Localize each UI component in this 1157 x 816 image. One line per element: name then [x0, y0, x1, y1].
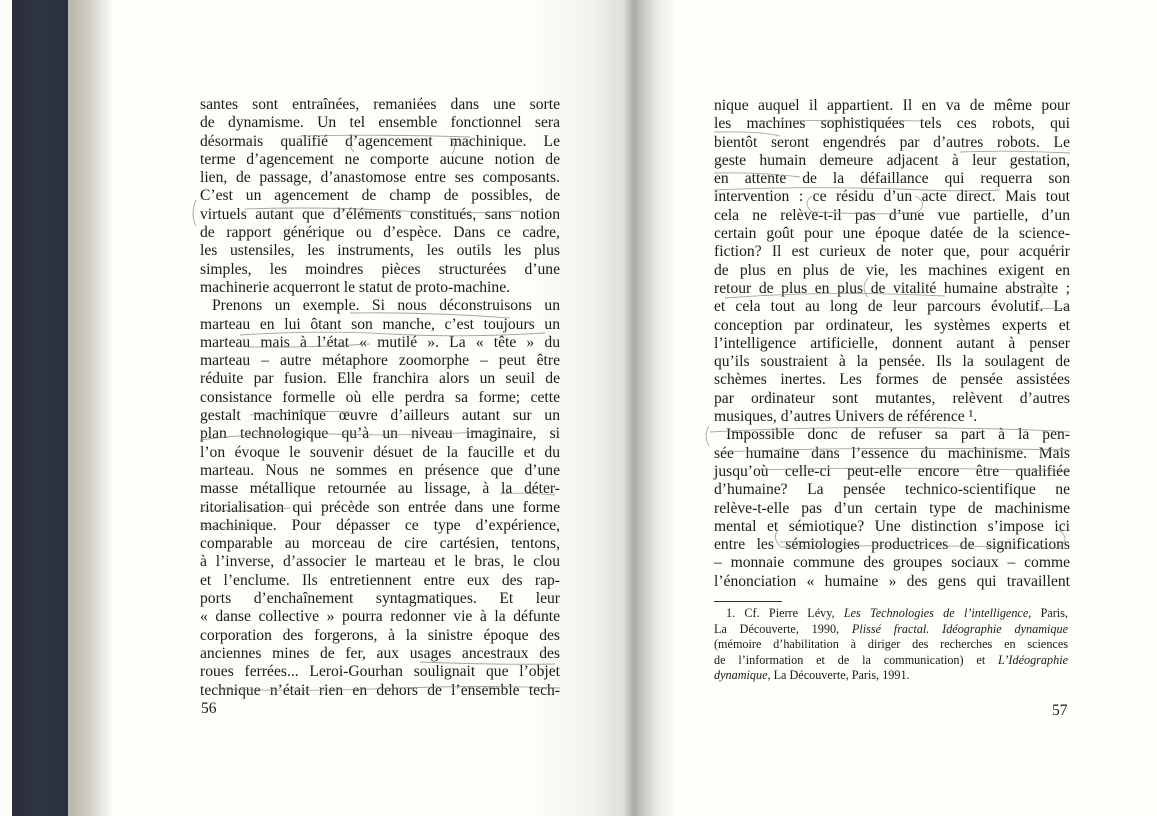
text-line: entre les sémiologies productrices de significations — [714, 536, 1070, 554]
text-line: réduite par fusion. Elle franchira alors un seuil de — [200, 370, 560, 388]
footnote-text: 1. Cf. Pierre Lévy, — [726, 606, 844, 620]
text-line: marteau mais à l’état « mutilé ». La « tête » du — [200, 333, 560, 351]
text-line: schèmes inertes. Les formes de pensée assistées — [714, 371, 1070, 389]
text-line: anciennes mines de fer, aux usages ancestraux des — [200, 644, 560, 662]
text-line: – monnaie commune des groupes sociaux – comme — [714, 554, 1070, 572]
text-line: de rapport générique ou d’espèce. Dans ce cadre, — [200, 224, 560, 242]
footnote-line: (mémoire d’habilitation à diriger des recherches en sciences — [714, 637, 1068, 652]
text-line: les ustensiles, les instruments, les outils les plus — [200, 242, 560, 260]
footnote-title: L’Idéographie — [998, 652, 1068, 667]
text-line: plan technologique qu’à un niveau imaginaire, si — [200, 425, 560, 443]
text-line: de plus en plus de vie, les machines exigent en — [714, 261, 1070, 279]
footnote-text: , La Découverte, Paris, 1991. — [767, 668, 910, 683]
footnote-title: Les Technologies de l’intelligence — [843, 606, 1029, 620]
page-number-right: 57 — [1052, 702, 1068, 719]
text-line: marteau en lui ôtant son manche, c’est toujours un — [200, 315, 560, 333]
book-gutter — [605, 0, 675, 816]
text-line: et l’enclume. Ils entretiennent entre eux des rap- — [200, 571, 560, 589]
footnote-text: La Découverte, 1990, — [714, 621, 852, 636]
text-line: masse métallique retournée au lissage, à la déter- — [200, 480, 560, 498]
footnote-text: de l’information et de la communication) et — [714, 652, 999, 667]
text-line: marteau – autre métaphore zoomorphe – peut être — [200, 352, 560, 370]
text-line: conception par ordinateur, les systèmes experts et — [714, 316, 1070, 334]
text-line: Prenons un exemple. Si nous déconstruisons un — [212, 297, 560, 315]
text-line: technique n’était rien en dehors de l’ensemble tech- — [200, 681, 560, 699]
text-line: désormais qualifié d’agencement machinique. Le — [200, 132, 560, 150]
text-line: machinique. Pour dépasser ce type d’expérience, — [200, 516, 560, 534]
text-line: gestalt machinique œuvre d’ailleurs autant sur un — [200, 407, 560, 425]
text-line: machinerie acquerront le statut de proto-machine. — [200, 278, 511, 296]
text-line: lien, de passage, d’anastomose entre ses composants. — [200, 169, 560, 187]
text-line: par ordinateur sont mutantes, relèvent d’autres — [714, 389, 1070, 407]
left-page-text — [200, 96, 560, 700]
footnote-separator — [714, 601, 782, 602]
text-line: comparable au morceau de cire cartésien, tentons, — [200, 535, 560, 553]
text-line: marteau. Nous ne sommes en présence que d’une — [200, 461, 560, 479]
text-line: ritorialisation qui précède son entrée dans une forme — [200, 498, 560, 516]
footnote-line — [714, 653, 1068, 669]
text-line: à l’inverse, d’associer le marteau et le bras, le clou — [200, 553, 560, 571]
footnote-line — [714, 606, 1068, 622]
footnote — [714, 606, 1068, 684]
text-line: corporation des forgerons, à la sinistre époque des — [200, 626, 560, 644]
footnote-title: Plissé fractal. Idéographie dynamique — [851, 621, 1068, 636]
footnote-line — [714, 622, 1068, 638]
text-line: en attente de la défaillance qui requerra son — [714, 170, 1070, 188]
text-line: qu’ils soustraient à la pensée. Ils la soulagent de — [714, 353, 1070, 371]
footnote-line — [714, 668, 1068, 684]
text-line: nique auquel il appartient. Il en va de même pour — [714, 97, 1070, 114]
footnote-text: , Paris, — [1028, 606, 1068, 620]
text-line: roues ferrées... Leroi-Gourhan soulignait que l’objet — [200, 663, 560, 681]
footnote-title: dynamique — [714, 668, 768, 683]
text-line: ports d’enchaînement syntagmatiques. Et leur — [200, 590, 560, 608]
right-page-text — [714, 97, 1070, 591]
page-number-left: 56 — [201, 700, 217, 717]
text-line: et cela tout au long de leur parcours évolutif. La — [714, 298, 1070, 316]
text-line: jusqu’où celle-ci peut-elle encore être qualifiée — [714, 462, 1070, 480]
text-line: santes sont entraînées, remaniées dans une sorte — [200, 96, 560, 113]
text-line: virtuels autant que d’éléments constitués, sans notion — [200, 205, 560, 223]
text-line: « danse collective » pourra redonner vie à la défunte — [200, 608, 560, 626]
text-line: certain goût pour une époque datée de la science- — [714, 225, 1070, 243]
text-line: bientôt seront engendrés par d’autres robots. Le — [714, 133, 1070, 151]
book-cover-edge — [12, 0, 68, 816]
text-line: cela ne relève-t-il pas d’une vue partielle, d’un — [714, 206, 1070, 224]
text-line: consistance formelle où elle perdra sa forme; cette — [200, 388, 560, 406]
text-line: les machines sophistiquées tels ces robots, qui — [714, 115, 1070, 133]
text-line: de dynamisme. Un tel ensemble fonctionnel sera — [200, 114, 560, 132]
text-line: fiction? Il est curieux de noter que, pour acquérir — [714, 243, 1070, 261]
text-line: l’on évoque le souvenir désuet de la faucille et du — [200, 443, 560, 461]
text-line: C’est un agencement de champ de possibles, de — [200, 187, 560, 205]
text-line: mental et sémiotique? Une distinction s’impose ici — [714, 517, 1070, 535]
text-line: geste humain demeure adjacent à leur gestation, — [714, 151, 1070, 169]
text-line: relève-t-elle pas d’un certain type de machinisme — [714, 499, 1070, 517]
text-line: sée humaine dans l’essence du machinisme. Mais — [714, 444, 1070, 462]
text-line: retour de plus en plus de vitalité humaine abstraite ; — [714, 279, 1070, 297]
scan-margin — [0, 0, 12, 816]
text-line: terme d’agencement ne comporte aucune notion de — [200, 150, 560, 168]
text-line: simples, les moindres pièces structurées d’une — [200, 260, 560, 278]
text-line: musiques, d’autres Univers de référence ¹. — [714, 408, 978, 426]
text-line: intervention : ce résidu d’un acte direct. Mais tout — [714, 188, 1070, 206]
page-fore-edge — [68, 0, 112, 816]
text-line: l’intelligence artificielle, donnent autant à penser — [714, 334, 1070, 352]
text-line: l’énonciation « humaine » des gens qui travaillent — [714, 572, 1070, 590]
text-line: Impossible donc de refuser sa part à la pen- — [726, 426, 1070, 444]
text-line: d’humaine? La pensée technico-scientifique ne — [714, 481, 1070, 499]
